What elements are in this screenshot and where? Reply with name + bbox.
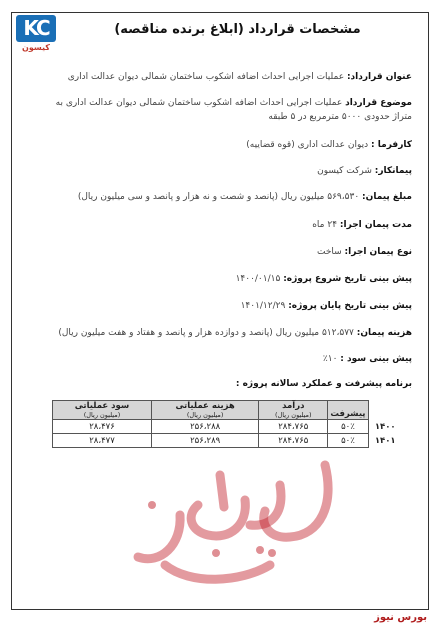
field-contract-subject-cont (40, 111, 412, 124)
field-label: پیش بینی تاریخ شروع پروژه: (283, 274, 412, 284)
footer-brand: بورس نیوز (374, 612, 427, 623)
field-contract-amount (40, 191, 412, 204)
table-row (53, 420, 403, 434)
field-value: دیوان عدالت اداری (قوه قضاییه) (246, 140, 369, 150)
field-value: عملیات اجرایی احداث اضافه اشکوب ساختمان شمالی دیوان عدالت اداری (67, 72, 345, 82)
field-duration (40, 219, 412, 232)
col-revenue: درآمد (میلیون ریال) (259, 401, 328, 420)
cell-operating-profit: ۲۸،۴۷۶ (53, 420, 152, 434)
field-value: ۱۴۰۱/۱۲/۲۹ (240, 301, 286, 311)
field-start-date (40, 273, 412, 286)
field-label: موضوع قرارداد (345, 98, 412, 108)
field-contract-subject (40, 97, 412, 110)
field-value: شرکت کیسون (317, 166, 372, 176)
field-contract-cost (40, 327, 412, 340)
table-row (53, 434, 403, 448)
row-year: ۱۴۰۱ (374, 435, 396, 446)
logo-mark: KC (16, 15, 56, 42)
field-contract-title (40, 71, 412, 84)
cell-operating-cost: ۲۵۶،۲۸۹ (152, 434, 259, 448)
field-label: کارفرما : (371, 140, 412, 150)
cell-operating-cost: ۲۵۶،۲۸۸ (152, 420, 259, 434)
field-contractor (40, 165, 412, 178)
field-value: ۱۰٪ (322, 354, 338, 364)
cell-revenue: ۲۸۴،۷۶۵ (259, 434, 328, 448)
field-value: ۵۱۲،۵۷۷ میلیون ریال (پانصد و دوازده هزار و پانصد و هفتاد و هفت میلیون ریال) (58, 328, 354, 338)
cell-progress: ۵۰٪ (328, 420, 368, 434)
field-profit-forecast (40, 353, 412, 366)
col-operating-cost: هزینه عملیاتی (میلیون ریال) (152, 401, 259, 420)
cell-progress: ۵۰٪ (328, 434, 368, 448)
col-progress: پیشرفت (328, 401, 368, 420)
field-label: عنوان قرارداد: (346, 72, 412, 82)
col-operating-profit: سود عملیاتی (میلیون ریال) (53, 401, 152, 420)
annual-performance-table (52, 400, 402, 448)
kayson-logo (16, 15, 56, 55)
field-value: عملیات اجرایی احداث اضافه اشکوب ساختمان شمالی دیوان عدالت اداری به (55, 98, 343, 108)
table-corner (368, 401, 402, 420)
logo-brand-text: کیسون (22, 43, 50, 52)
cell-revenue: ۲۸۴،۷۶۵ (259, 420, 328, 434)
field-annual-plan-heading (40, 378, 412, 391)
field-value: ۵۶۹،۵۳۰ میلیون ریال (پانصد و شصت و نه هزار و پانصد و سی میلیون ریال) (77, 192, 360, 202)
field-label: برنامه پیشرفت و عملکرد سالانه پروژه : (235, 379, 412, 389)
cell-operating-profit: ۲۸،۴۷۷ (53, 434, 152, 448)
field-value: ۲۴ ماه (312, 220, 338, 230)
field-end-date (40, 300, 412, 313)
field-value: متراژ حدودی ۵۰۰۰ مترمربع در ۵ طبقه (268, 112, 412, 122)
field-employer (40, 139, 412, 152)
field-value: ساخت (316, 247, 342, 257)
field-label: پیش بینی سود : (340, 354, 412, 364)
field-label: مدت پیمان اجرا: (339, 220, 412, 230)
field-value: ۱۴۰۰/۰۱/۱۵ (235, 274, 281, 284)
field-contract-type (40, 246, 412, 259)
field-label: نوع پیمان اجرا: (344, 247, 412, 257)
field-label: هزینه پیمان: (356, 328, 412, 338)
field-label: پیمانکار: (374, 166, 412, 176)
field-label: مبلغ پیمان: (362, 192, 412, 202)
field-label: پیش بینی تاریخ پایان پروژه: (288, 301, 412, 311)
table-header-row (53, 401, 403, 420)
document-title: مشخصات قرارداد (ابلاغ برنده مناقصه) (114, 22, 361, 37)
row-year: ۱۴۰۰ (374, 421, 396, 432)
